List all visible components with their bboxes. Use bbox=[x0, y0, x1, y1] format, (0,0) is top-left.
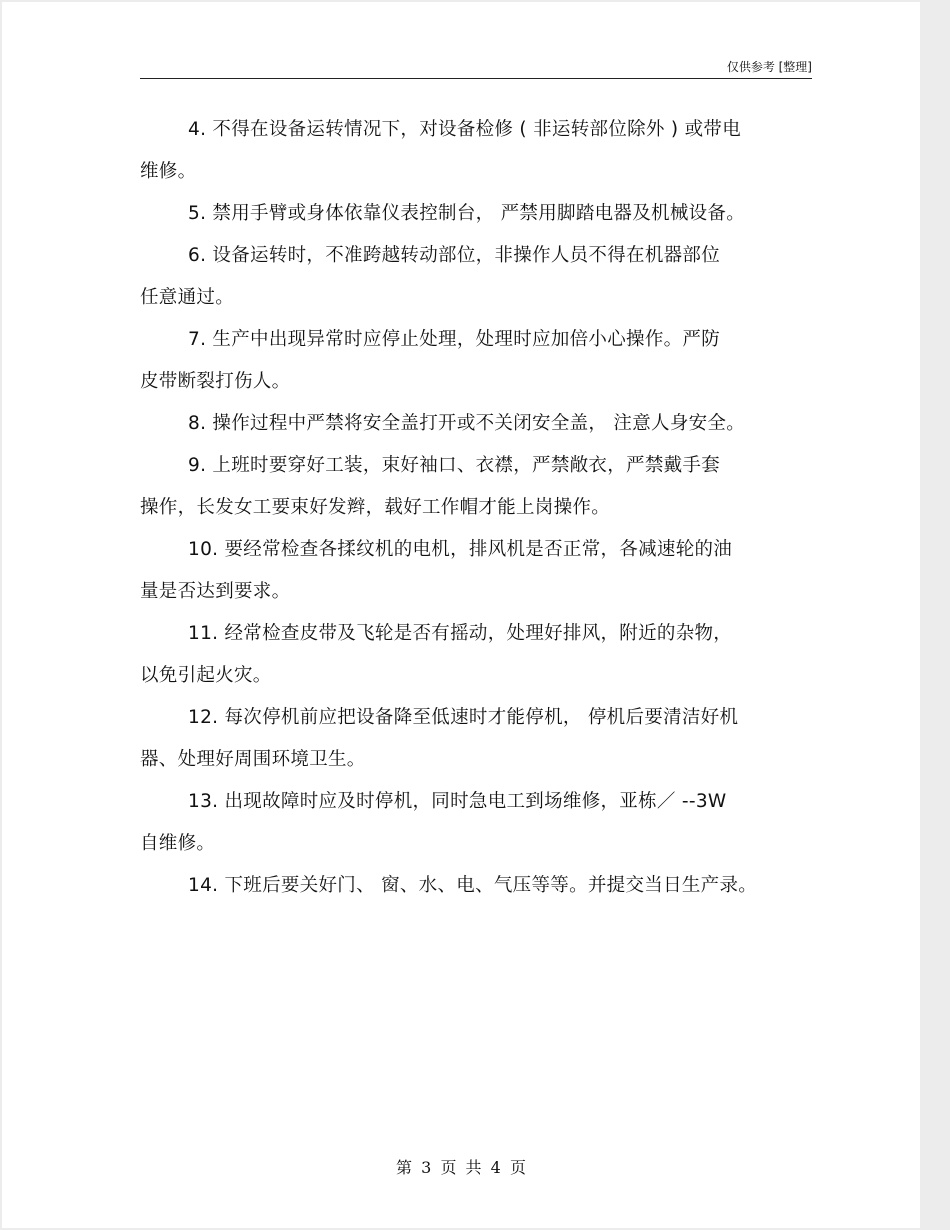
rule-text: 6. 设备运转时，不准跨越转动部位，非操作人员不得在机器部位 bbox=[188, 245, 721, 266]
rule-text-continued: 操作，长发女工要束好发辫，载好工作帽才能上岗操作。 bbox=[140, 497, 611, 518]
rule-item-7 bbox=[140, 319, 812, 403]
rule-text: 14. 下班后要关好门、 窗、水、电、气压等等。并提交当日生产录。 bbox=[188, 875, 758, 896]
rule-item-14 bbox=[140, 865, 812, 907]
rule-text-continued: 皮带断裂打伤人。 bbox=[140, 371, 291, 392]
rule-item-5 bbox=[140, 193, 812, 235]
rule-text: 4. 不得在设备运转情况下，对设备检修 ( 非运转部位除外 ) 或带电 bbox=[188, 119, 741, 140]
rule-item-4 bbox=[140, 109, 812, 193]
rule-item-8 bbox=[140, 403, 812, 445]
rule-text: 9. 上班时要穿好工装，束好袖口、衣襟，严禁敞衣，严禁戴手套 bbox=[188, 455, 721, 476]
rule-text-continued: 量是否达到要求。 bbox=[140, 581, 291, 602]
rule-text: 12. 每次停机前应把设备降至低速时才能停机， 停机后要清洁好机 bbox=[188, 707, 739, 728]
rule-text: 10. 要经常检查各揉纹机的电机，排风机是否正常，各减速轮的油 bbox=[188, 539, 733, 560]
page-header bbox=[140, 54, 812, 79]
rules-list bbox=[140, 109, 812, 907]
footer-page-total: 4 bbox=[490, 1158, 501, 1177]
header-label: 仅供参考 [整理] bbox=[726, 60, 812, 74]
rule-item-11 bbox=[140, 613, 812, 697]
footer-total-suffix: 页 bbox=[509, 1158, 526, 1177]
page-footer bbox=[2, 1155, 920, 1178]
rule-text-continued: 自维修。 bbox=[140, 833, 216, 854]
rule-text: 8. 操作过程中严禁将安全盖打开或不关闭安全盖， 注意人身安全。 bbox=[188, 413, 746, 434]
rule-text: 5. 禁用手臂或身体依靠仪表控制台， 严禁用脚踏电器及机械设备。 bbox=[188, 203, 746, 224]
rule-text-continued: 器、处理好周围环境卫生。 bbox=[140, 749, 366, 770]
rule-text-continued: 任意通过。 bbox=[140, 287, 235, 308]
rule-item-10 bbox=[140, 529, 812, 613]
rule-item-9 bbox=[140, 445, 812, 529]
rule-text-continued: 维修。 bbox=[140, 161, 197, 182]
rule-item-12 bbox=[140, 697, 812, 781]
rule-item-6 bbox=[140, 235, 812, 319]
rule-text-continued: 以免引起火灾。 bbox=[140, 665, 272, 686]
rule-text: 7. 生产中出现异常时应停止处理，处理时应加倍小心操作。严防 bbox=[188, 329, 721, 350]
footer-total-prefix: 共 bbox=[465, 1158, 482, 1177]
rule-text: 11. 经常检查皮带及飞轮是否有摇动，处理好排风，附近的杂物， bbox=[188, 623, 733, 644]
rule-text: 13. 出现故障时应及时停机，同时急电工到场维修，亚栋／ --3W bbox=[188, 791, 727, 812]
document-page bbox=[2, 2, 920, 1228]
rule-item-13 bbox=[140, 781, 812, 865]
footer-page-prefix: 第 bbox=[396, 1158, 413, 1177]
footer-page-current: 3 bbox=[421, 1158, 432, 1177]
footer-page-word: 页 bbox=[440, 1158, 457, 1177]
